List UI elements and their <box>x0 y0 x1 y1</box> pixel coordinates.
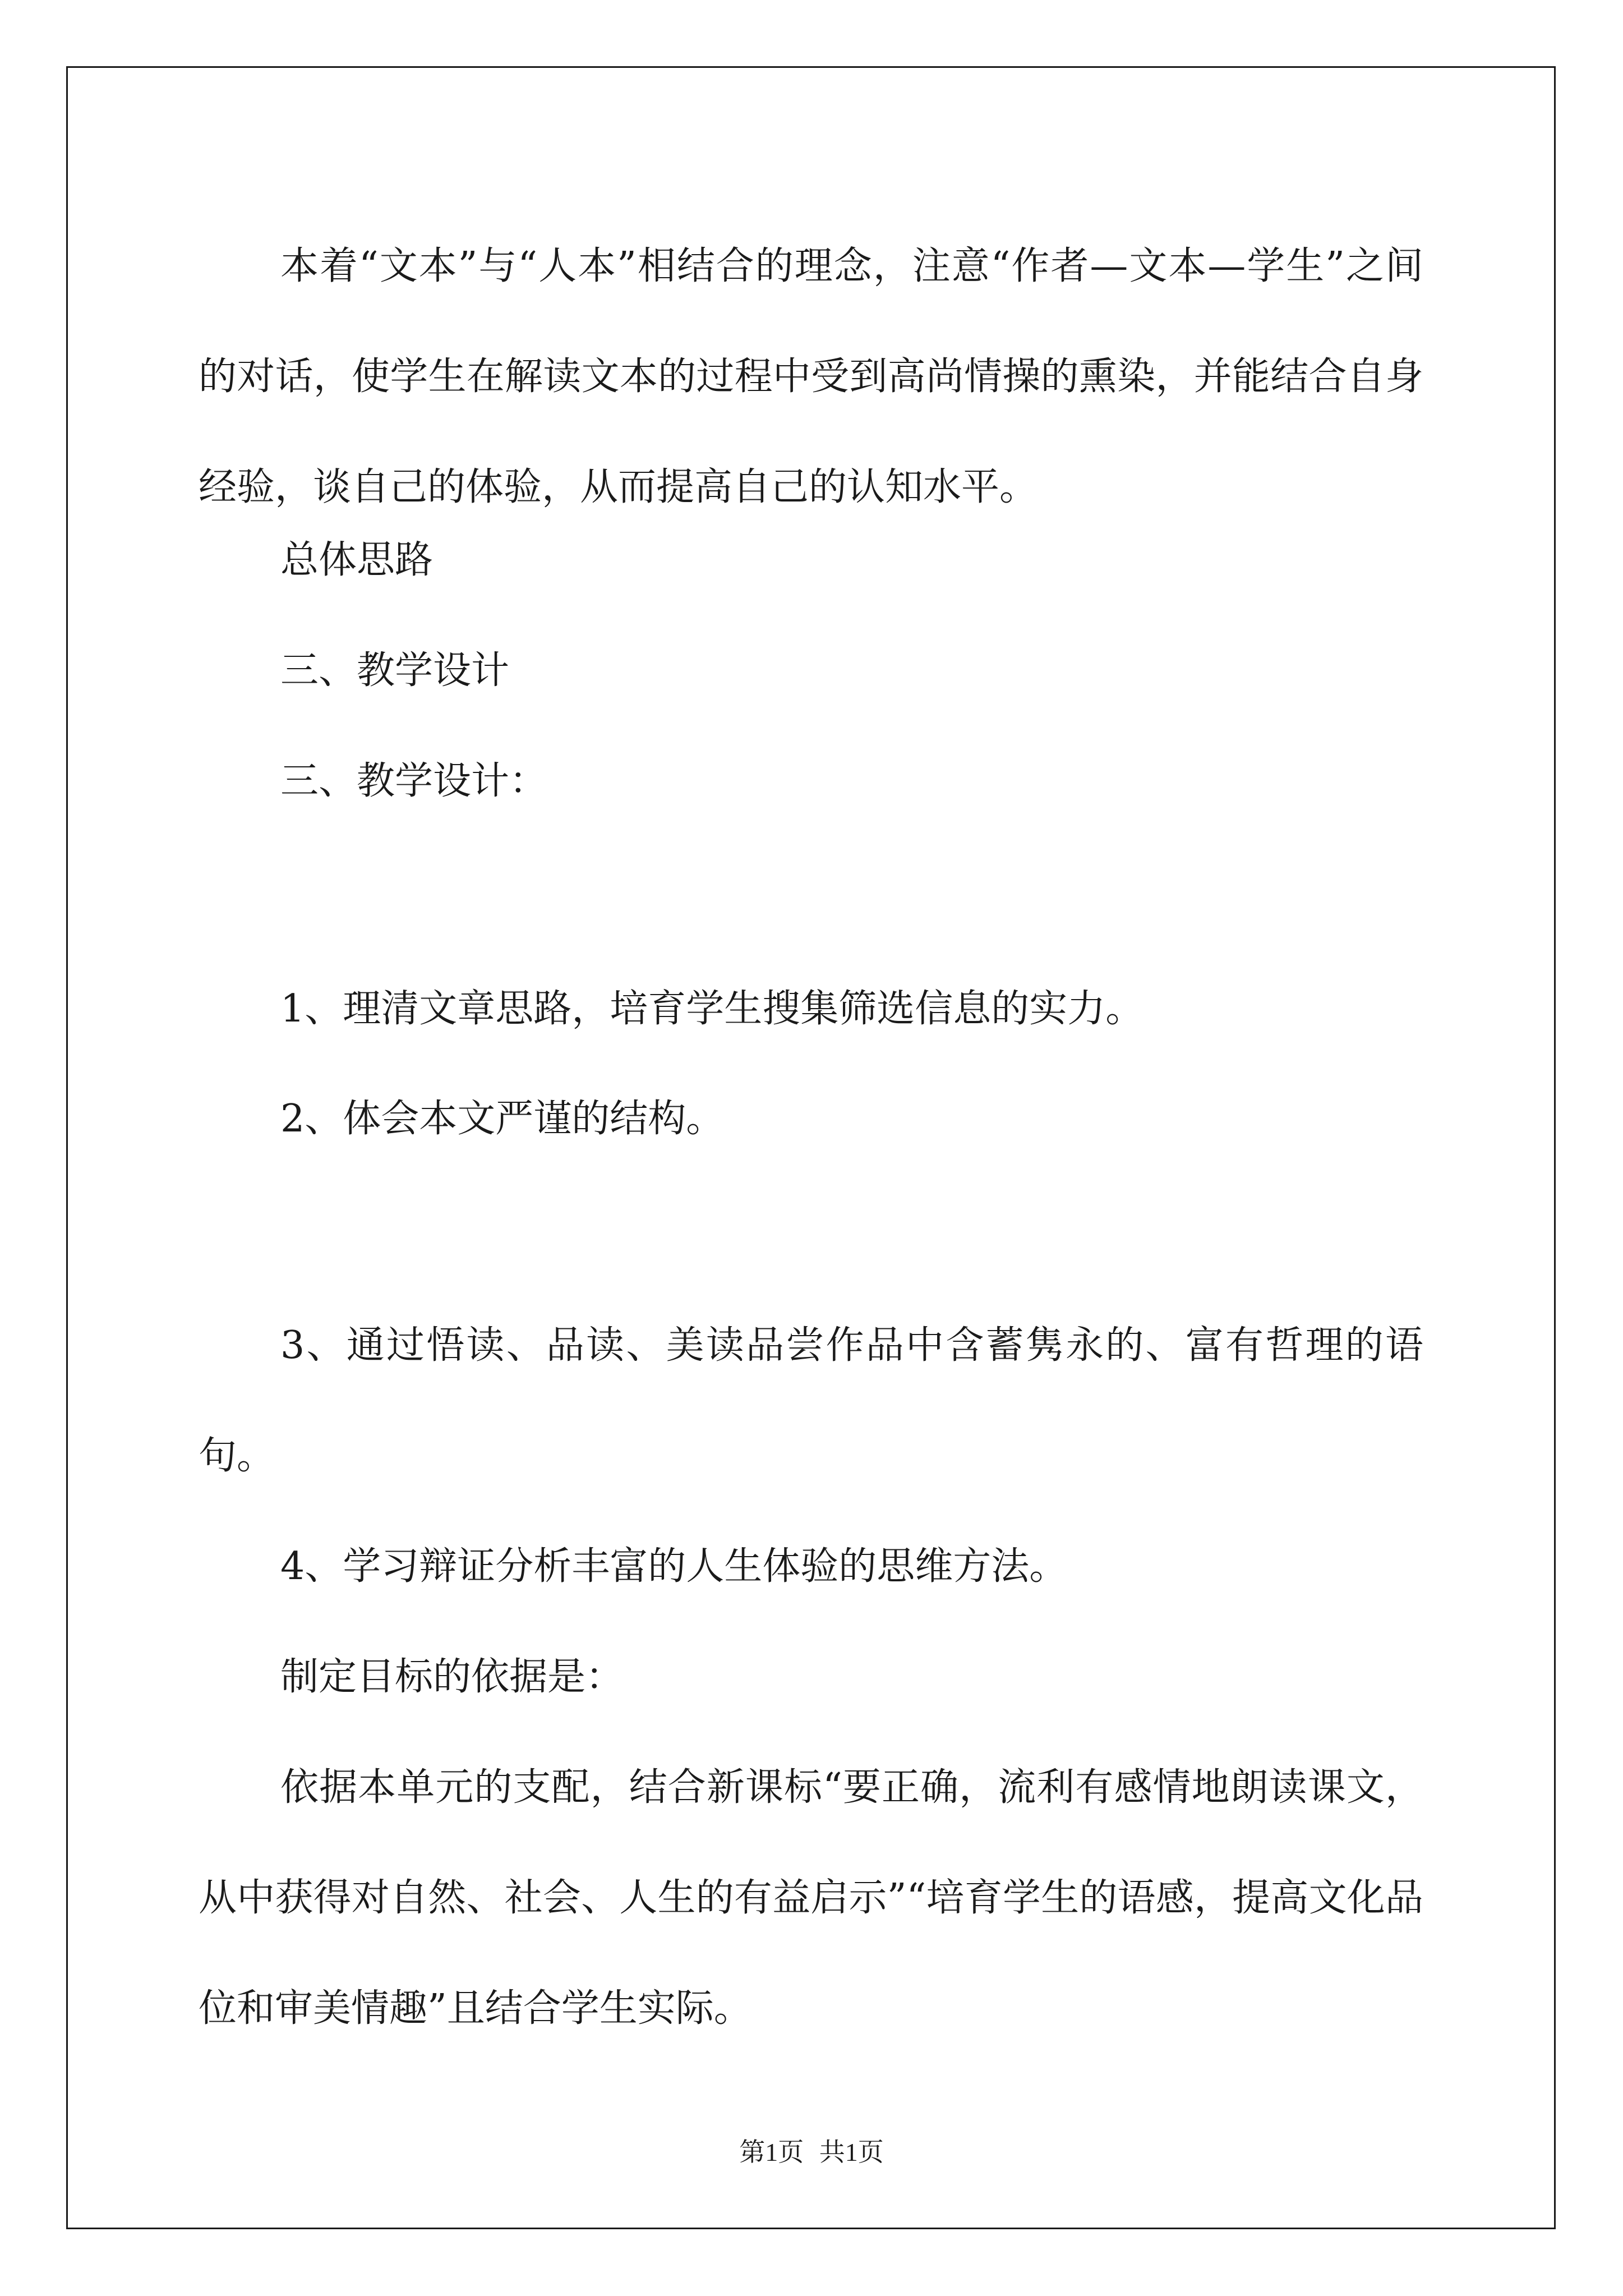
goal-item-4: 4、学习辩证分析丰富的人生体验的思维方法。 <box>280 1544 1068 1589</box>
heading-teaching-design-colon: 三、教学设计： <box>280 759 548 803</box>
heading-overall-idea: 总体思路 <box>280 538 434 582</box>
goal-item-1: 1、理清文章思路，培育学生搜集筛选信息的实力。 <box>280 987 1144 1031</box>
goal-item-3: 3、通过悟读、品读、美读品尝作品中含蓄隽永的、富有哲理的语句。 <box>199 1323 1423 1478</box>
heading-basis: 制定目标的依据是： <box>280 1655 624 1699</box>
page-total: 共1页 <box>819 2138 884 2166</box>
paragraph-basis: 依据本单元的支配，结合新课标“要正确，流利有感情地朗读课文，从中获得对自然、社会、人生的有益启示”“培育学生的语感，提高文化品位和审美情趣”且结合学生实际。 <box>199 1765 1423 2031</box>
goal-item-2: 2、体会本文严谨的结构。 <box>280 1097 725 1141</box>
paragraph-intro: 本着“文本”与“人本”相结合的理念，注意“作者—文本—学生”之间的对话，使学生在解读文本的过程中受到高尚情操的熏染，并能结合自身经验，谈自己的体验，从而提高自己的认知水平。 <box>199 244 1423 509</box>
page-footer <box>0 2132 1623 2169</box>
page-number: 第1页 <box>739 2138 804 2166</box>
heading-teaching-design: 三、教学设计 <box>280 648 510 693</box>
